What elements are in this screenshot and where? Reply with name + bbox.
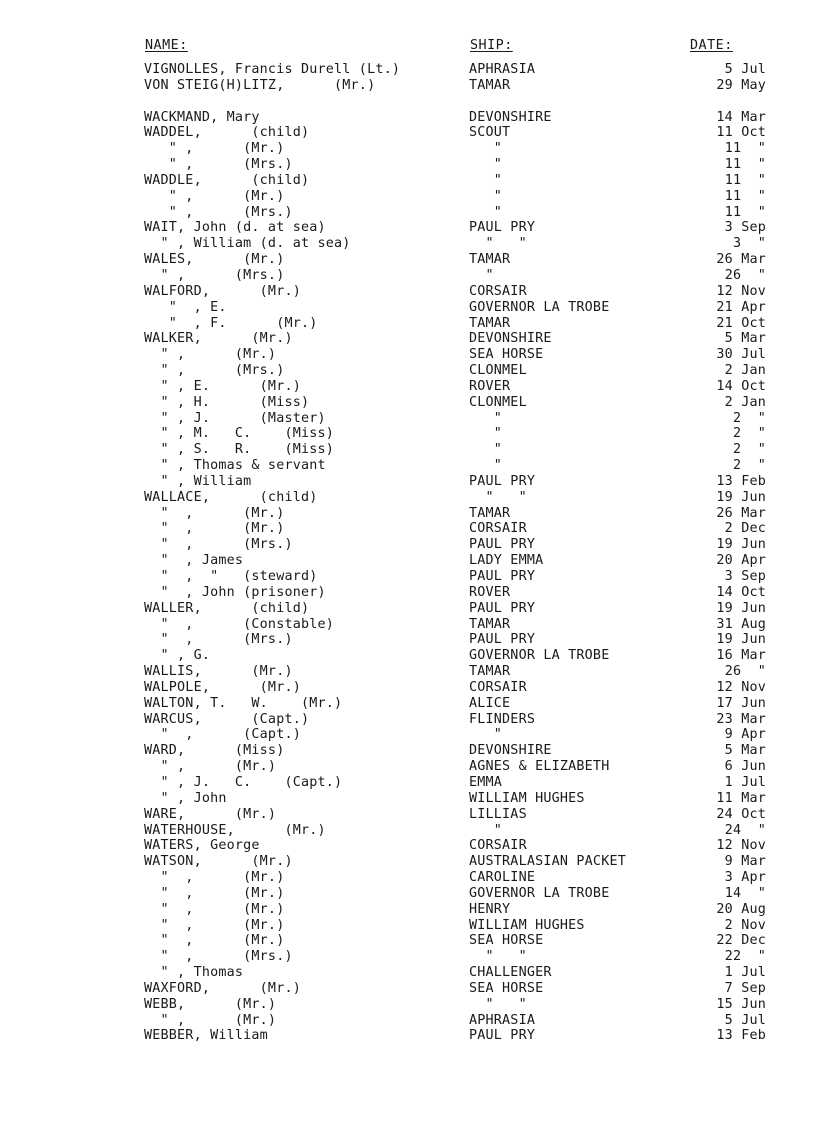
row-ship-5: ": [469, 141, 503, 157]
row-ship-46: WILLIAM HUGHES: [469, 790, 585, 806]
name-column: [144, 62, 464, 1044]
row-date-15: 21 Apr: [716, 299, 766, 315]
row-ship-1: TAMAR: [469, 77, 511, 93]
date-column: [676, 62, 766, 1044]
row-ship-41: FLINDERS: [469, 711, 536, 727]
row-ship-55: SEA HORSE: [469, 933, 544, 949]
row-date-40: 17 Jun: [716, 695, 766, 711]
row-date-51: 3 Apr: [716, 870, 766, 886]
row-name-0: VIGNOLLES, Francis Durell (Lt.): [144, 62, 401, 77]
row-date-38: 26 ": [724, 664, 766, 680]
row-ship-16: TAMAR: [469, 315, 511, 331]
row-name-24: " , S. R. (Miss): [144, 442, 335, 458]
row-name-49: WATERS, George: [144, 838, 260, 854]
row-ship-58: SEA HORSE: [469, 980, 544, 996]
row-date-25: 2 ": [724, 458, 766, 474]
row-name-21: " , H. (Miss): [144, 394, 310, 410]
row-date-19: 2 Jan: [716, 363, 766, 379]
row-date-17: 5 Mar: [716, 331, 766, 347]
row-ship-2: [469, 94, 679, 110]
row-ship-37: GOVERNOR LA TROBE: [469, 648, 610, 664]
row-name-15: " , E.: [144, 299, 227, 315]
row-name-37: " , G.: [144, 648, 211, 664]
row-name-53: " , (Mr.): [144, 901, 285, 917]
row-name-55: " , (Mr.): [144, 933, 285, 949]
row-date-3: 14 Mar: [716, 109, 766, 125]
row-name-43: WARD, (Miss): [144, 743, 285, 759]
row-date-61: 13 Feb: [716, 1028, 766, 1044]
row-name-10: WAIT, John (d. at sea): [144, 220, 326, 236]
row-ship-50: AUSTRALASIAN PACKET: [469, 854, 626, 870]
row-ship-40: ALICE: [469, 695, 511, 711]
row-name-31: " , James: [144, 553, 244, 569]
header-date: DATE:: [690, 38, 733, 53]
row-ship-10: PAUL PRY: [469, 220, 536, 236]
row-name-40: WALTON, T. W. (Mr.): [144, 695, 343, 711]
row-ship-6: ": [469, 157, 503, 173]
row-ship-48: ": [469, 822, 503, 838]
row-name-41: WARCUS, (Capt.): [144, 711, 310, 727]
row-ship-20: ROVER: [469, 378, 511, 394]
row-name-22: " , J. (Master): [144, 410, 326, 426]
row-ship-8: ": [469, 188, 503, 204]
row-name-44: " , (Mr.): [144, 759, 277, 775]
row-date-9: 11 ": [724, 204, 766, 220]
row-date-23: 2 ": [724, 426, 766, 442]
row-name-14: WALFORD, (Mr.): [144, 283, 301, 299]
row-name-8: " , (Mr.): [144, 188, 285, 204]
row-name-29: " , (Mr.): [144, 521, 285, 537]
row-name-57: " , Thomas: [144, 965, 244, 981]
row-date-1: 29 May: [716, 77, 766, 93]
ship-column: [469, 62, 679, 1044]
row-date-54: 2 Nov: [716, 917, 766, 933]
row-ship-57: CHALLENGER: [469, 965, 552, 981]
row-date-13: 26 ": [724, 267, 766, 283]
row-date-21: 2 Jan: [716, 394, 766, 410]
row-date-47: 24 Oct: [716, 806, 766, 822]
row-date-34: 19 Jun: [716, 600, 766, 616]
row-date-32: 3 Sep: [716, 569, 766, 584]
row-name-27: WALLACE, (child): [144, 489, 318, 505]
row-name-39: WALPOLE, (Mr.): [144, 679, 301, 695]
row-ship-14: CORSAIR: [469, 283, 527, 299]
header-ship: SHIP:: [470, 38, 513, 53]
row-date-0: 5 Jul: [716, 62, 766, 77]
row-name-38: WALLIS, (Mr.): [144, 664, 293, 680]
row-name-3: WACKMAND, Mary: [144, 109, 260, 125]
row-date-42: 9 Apr: [716, 727, 766, 743]
row-ship-30: PAUL PRY: [469, 537, 536, 553]
row-ship-7: ": [469, 172, 503, 188]
row-name-54: " , (Mr.): [144, 917, 285, 933]
row-ship-26: PAUL PRY: [469, 473, 536, 489]
row-ship-29: CORSAIR: [469, 521, 527, 537]
row-date-45: 1 Jul: [716, 774, 766, 790]
row-date-5: 11 ": [724, 141, 766, 157]
row-date-20: 14 Oct: [716, 378, 766, 394]
row-date-39: 12 Nov: [716, 679, 766, 695]
row-ship-45: EMMA: [469, 774, 503, 790]
row-ship-52: GOVERNOR LA TROBE: [469, 885, 610, 901]
row-date-33: 14 Oct: [716, 584, 766, 600]
row-date-44: 6 Jun: [716, 759, 766, 775]
row-name-34: WALLER, (child): [144, 600, 310, 616]
row-name-30: " , (Mrs.): [144, 537, 293, 553]
row-date-52: 14 ": [724, 885, 766, 901]
row-name-25: " , Thomas & servant: [144, 458, 326, 474]
row-ship-19: CLONMEL: [469, 363, 527, 379]
row-date-11: 3 ": [724, 236, 766, 252]
row-ship-17: DEVONSHIRE: [469, 331, 552, 347]
row-ship-34: PAUL PRY: [469, 600, 536, 616]
row-ship-9: ": [469, 204, 503, 220]
row-date-37: 16 Mar: [716, 648, 766, 664]
row-name-5: " , (Mr.): [144, 141, 285, 157]
row-name-26: " , William: [144, 473, 252, 489]
row-date-57: 1 Jul: [716, 965, 766, 981]
row-date-24: 2 ": [724, 442, 766, 458]
row-date-36: 19 Jun: [716, 632, 766, 648]
row-ship-15: GOVERNOR LA TROBE: [469, 299, 610, 315]
row-ship-31: LADY EMMA: [469, 553, 544, 569]
row-date-43: 5 Mar: [716, 743, 766, 759]
row-name-20: " , E. (Mr.): [144, 378, 301, 394]
row-name-18: " , (Mr.): [144, 347, 277, 363]
row-ship-11: " ": [469, 236, 527, 252]
row-date-18: 30 Jul: [716, 347, 766, 363]
row-date-28: 26 Mar: [716, 505, 766, 521]
row-date-60: 5 Jul: [716, 1012, 766, 1028]
row-ship-28: TAMAR: [469, 505, 511, 521]
row-date-46: 11 Mar: [716, 790, 766, 806]
row-name-7: WADDLE, (child): [144, 172, 310, 188]
row-name-58: WAXFORD, (Mr.): [144, 980, 301, 996]
row-date-14: 12 Nov: [716, 283, 766, 299]
row-ship-21: CLONMEL: [469, 394, 527, 410]
row-name-42: " , (Capt.): [144, 727, 301, 743]
row-date-2: [676, 94, 766, 110]
row-date-48: 24 ": [724, 822, 766, 838]
row-date-29: 2 Dec: [716, 521, 766, 537]
row-date-49: 12 Nov: [716, 838, 766, 854]
row-name-17: WALKER, (Mr.): [144, 331, 293, 347]
row-name-11: " , William (d. at sea): [144, 236, 351, 252]
row-name-48: WATERHOUSE, (Mr.): [144, 822, 326, 838]
row-name-36: " , (Mrs.): [144, 632, 293, 648]
row-name-56: " , (Mrs.): [144, 949, 293, 965]
row-ship-13: ": [469, 267, 494, 283]
row-date-59: 15 Jun: [716, 996, 766, 1012]
row-name-60: " , (Mr.): [144, 1012, 277, 1028]
row-ship-60: APHRASIA: [469, 1012, 536, 1028]
row-ship-22: ": [469, 410, 503, 426]
row-date-58: 7 Sep: [716, 980, 766, 996]
row-date-12: 26 Mar: [716, 252, 766, 268]
row-date-4: 11 Oct: [716, 125, 766, 141]
row-name-47: WARE, (Mr.): [144, 806, 277, 822]
row-ship-56: " ": [469, 949, 527, 965]
row-name-4: WADDEL, (child): [144, 125, 310, 141]
row-ship-24: ": [469, 442, 503, 458]
row-ship-43: DEVONSHIRE: [469, 743, 552, 759]
row-date-50: 9 Mar: [716, 854, 766, 870]
row-date-10: 3 Sep: [716, 220, 766, 236]
row-name-28: " , (Mr.): [144, 505, 285, 521]
row-name-33: " , John (prisoner): [144, 584, 326, 600]
row-date-56: 22 ": [724, 949, 766, 965]
row-ship-25: ": [469, 458, 503, 474]
row-ship-49: CORSAIR: [469, 838, 527, 854]
row-name-19: " , (Mrs.): [144, 363, 285, 379]
row-date-22: 2 ": [724, 410, 766, 426]
row-name-32: " , " (steward): [144, 569, 318, 584]
row-ship-36: PAUL PRY: [469, 632, 536, 648]
row-ship-3: DEVONSHIRE: [469, 109, 552, 125]
row-date-16: 21 Oct: [716, 315, 766, 331]
row-name-50: WATSON, (Mr.): [144, 854, 293, 870]
row-ship-51: CAROLINE: [469, 870, 536, 886]
row-ship-61: PAUL PRY: [469, 1028, 536, 1044]
row-ship-39: CORSAIR: [469, 679, 527, 695]
row-ship-0: APHRASIA: [469, 62, 536, 77]
row-date-41: 23 Mar: [716, 711, 766, 727]
row-date-7: 11 ": [724, 172, 766, 188]
row-ship-47: LILLIAS: [469, 806, 527, 822]
row-name-45: " , J. C. (Capt.): [144, 774, 343, 790]
row-name-9: " , (Mrs.): [144, 204, 293, 220]
header-name: NAME:: [145, 38, 188, 53]
row-ship-27: " ": [469, 489, 527, 505]
row-ship-23: ": [469, 426, 503, 442]
row-date-26: 13 Feb: [716, 473, 766, 489]
row-ship-33: ROVER: [469, 584, 511, 600]
row-name-6: " , (Mrs.): [144, 157, 293, 173]
row-date-6: 11 ": [724, 157, 766, 173]
row-name-46: " , John: [144, 790, 227, 806]
row-ship-18: SEA HORSE: [469, 347, 544, 363]
row-name-23: " , M. C. (Miss): [144, 426, 335, 442]
row-date-8: 11 ": [724, 188, 766, 204]
row-name-61: WEBBER, William: [144, 1028, 268, 1044]
row-date-27: 19 Jun: [716, 489, 766, 505]
row-date-35: 31 Aug: [716, 616, 766, 632]
row-ship-42: ": [469, 727, 503, 743]
row-ship-4: SCOUT: [469, 125, 511, 141]
row-name-59: WEBB, (Mr.): [144, 996, 277, 1012]
row-ship-54: WILLIAM HUGHES: [469, 917, 585, 933]
row-name-51: " , (Mr.): [144, 870, 285, 886]
row-ship-32: PAUL PRY: [469, 569, 536, 584]
row-ship-38: TAMAR: [469, 664, 511, 680]
row-date-55: 22 Dec: [716, 933, 766, 949]
row-date-53: 20 Aug: [716, 901, 766, 917]
row-date-30: 19 Jun: [716, 537, 766, 553]
row-ship-35: TAMAR: [469, 616, 511, 632]
row-name-52: " , (Mr.): [144, 885, 285, 901]
row-ship-53: HENRY: [469, 901, 511, 917]
row-ship-59: " ": [469, 996, 527, 1012]
row-ship-44: AGNES & ELIZABETH: [469, 759, 610, 775]
row-name-2: [144, 94, 464, 110]
row-name-12: WALES, (Mr.): [144, 252, 285, 268]
row-date-31: 20 Apr: [716, 553, 766, 569]
row-name-16: " , F. (Mr.): [144, 315, 318, 331]
row-name-35: " , (Constable): [144, 616, 335, 632]
row-name-1: VON STEIG(H)LITZ, (Mr.): [144, 77, 376, 93]
row-name-13: " , (Mrs.): [144, 267, 285, 283]
row-ship-12: TAMAR: [469, 252, 511, 268]
